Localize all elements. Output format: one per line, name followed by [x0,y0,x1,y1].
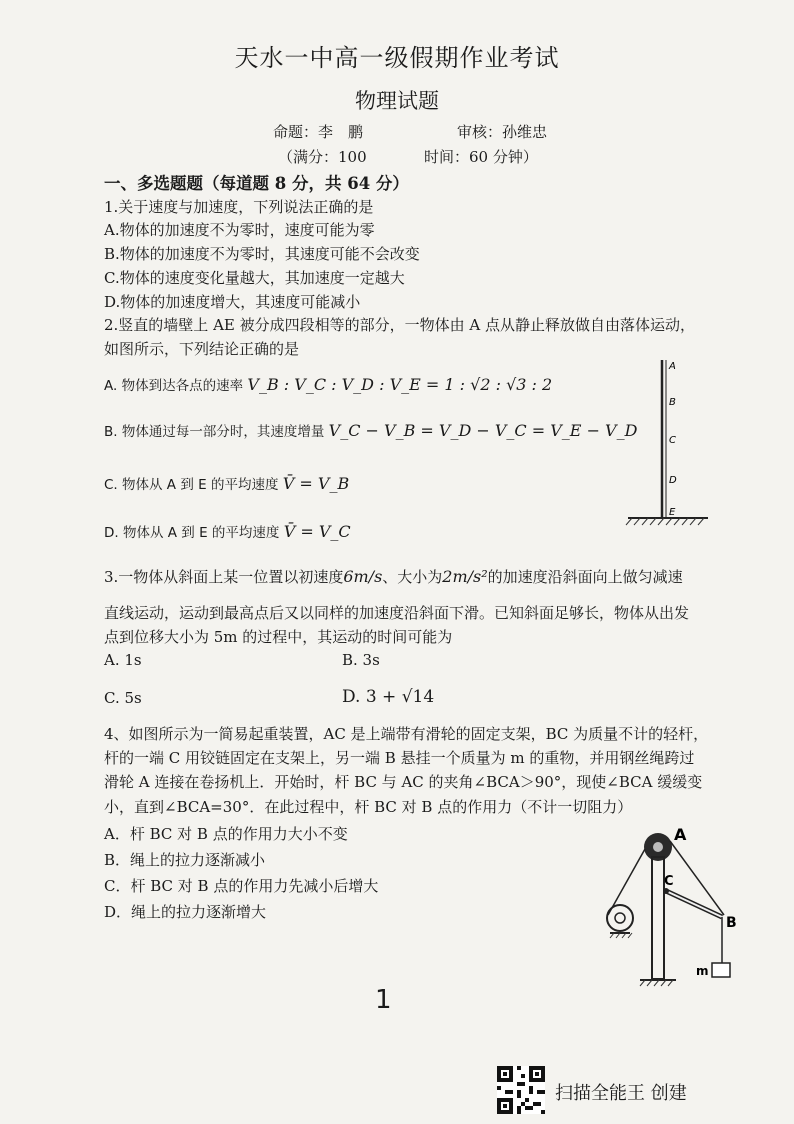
q4-stem-line2: 杆的一端 C 用铰链固定在支架上，另一端 B 悬挂一个质量为 m 的重物，并用钢丝绳跨过 [104,749,695,767]
winch [607,905,633,931]
section-heading: 一、多选题题（每道题 8 分，共 64 分） [104,174,409,193]
q3-option-b: B. 3s [342,651,380,669]
q2-wall-figure [620,355,715,530]
q3-initial-velocity: 6m/s [343,567,383,586]
q2-option-b [104,420,637,440]
qr-code-icon [497,1066,545,1114]
q3-stem-part2: 、大小为 [382,568,443,586]
q3-stem-part1: 3.一物体从斜面上某一位置以初速度 [104,568,344,586]
q3-option-d: D. 3 + √14 [342,687,435,707]
q2-option-c [104,473,349,493]
mass-block [712,963,730,977]
page-number: 1 [375,985,392,1015]
q1-stem: 1.关于速度与加速度，下列说法正确的是 [104,198,374,216]
score-line: （满分：100 [278,148,367,166]
q3-option-a: A. 1s [104,651,142,669]
wall-label-a: A [669,361,676,372]
rod-bc-inner [666,891,722,917]
crane-label-c: C [664,874,674,889]
q2-option-d-formula: V̄ = V_C [283,522,351,541]
winch-hub [615,913,625,923]
wall-label-d: D [669,475,677,486]
q4-stem-line3: 滑轮 A 连接在卷扬机上．开始时，杆 BC 与 AC 的夹角∠BCA＞90°，现使∠BCA 缓缓变 [104,773,703,791]
crane-label-b: B [726,915,737,931]
q2-stem-line1: 2.竖直的墙壁上 AE 被分成四段相等的部分，一物体由 A 点从静止释放做自由落体运动， [104,316,696,334]
pulley-axle [653,842,663,852]
q3-stem-line1 [104,566,683,587]
q4-crane-figure [590,815,755,995]
q4-option-b: B．绳上的拉力逐渐减小 [104,851,266,869]
q2-stem-line2: 如图所示，下列结论正确的是 [104,340,300,358]
q2-option-c-text: C. 物体从 A 到 E 的平均速度 [104,477,279,493]
support-ac [652,857,664,979]
q1-option-d: D.物体的加速度增大，其速度可能减小 [104,293,361,311]
scanner-watermark: 扫描全能王 创建 [555,1083,687,1104]
q2-option-d-text: D. 物体从 A 到 E 的平均速度 [104,525,280,541]
q2-option-b-text: B. 物体通过每一部分时，其速度增量 [104,424,325,440]
q3-option-c: C. 5s [104,689,142,707]
q1-option-a: A.物体的加速度不为零时，速度可能为零 [104,221,375,239]
q2-option-a-text: A. 物体到达各点的速率 [104,378,244,394]
q4-stem-line1: 4、如图所示为一简易起重装置，AC 是上端带有滑轮的固定支架，BC 为质量不计的轻杆， [104,725,709,743]
author-line: 命题：李 鹏 [273,123,364,141]
q3-acceleration: 2m/s² [442,567,488,586]
q4-stem-line4: 小，直到∠BCA=30°．在此过程中，杆 BC 对 B 点的作用力（不计一切阻力） [104,798,633,816]
rope-to-winch [608,849,645,915]
exam-title: 天水一中高一级假期作业考试 [234,44,560,72]
q4-option-c: C．杆 BC 对 B 点的作用力先减小后增大 [104,877,379,895]
q2-option-d [104,521,351,541]
exam-subtitle: 物理试题 [355,89,439,113]
crane-label-a: A [674,825,687,844]
q3-stem-line2: 直线运动，运动到最高点后又以同样的加速度沿斜面下滑。已知斜面足够长，物体从出发 [104,604,690,622]
crane-label-m: m [696,964,709,978]
wall-label-c: C [669,435,676,446]
q2-option-b-formula: V_C − V_B = V_D − V_C = V_E − V_D [328,421,638,440]
ground-hatching [626,518,704,525]
q1-option-c: C.物体的速度变化量越大，其加速度一定越大 [104,269,405,287]
q2-option-c-formula: V̄ = V_B [282,474,350,493]
wall-label-e: E [669,507,676,518]
q3-stem-part3: 的加速度沿斜面向上做匀减速 [487,568,683,586]
q1-option-b: B.物体的加速度不为零时，其速度可能不会改变 [104,245,420,263]
q2-option-a-formula: V_B : V_C : V_D : V_E = 1 : √2 : √3 : 2 [247,375,553,394]
q4-option-d: D．绳上的拉力逐渐增大 [104,903,267,921]
reviewer-line: 审核：孙维忠 [457,123,548,141]
time-line: 时间：60 分钟） [424,148,538,166]
q4-option-a: A．杆 BC 对 B 点的作用力大小不变 [104,825,348,843]
q2-option-a [104,374,552,394]
q3-stem-line3: 点到位移大小为 5m 的过程中，其运动的时间可能为 [104,628,453,646]
wall-label-b: B [669,397,676,408]
